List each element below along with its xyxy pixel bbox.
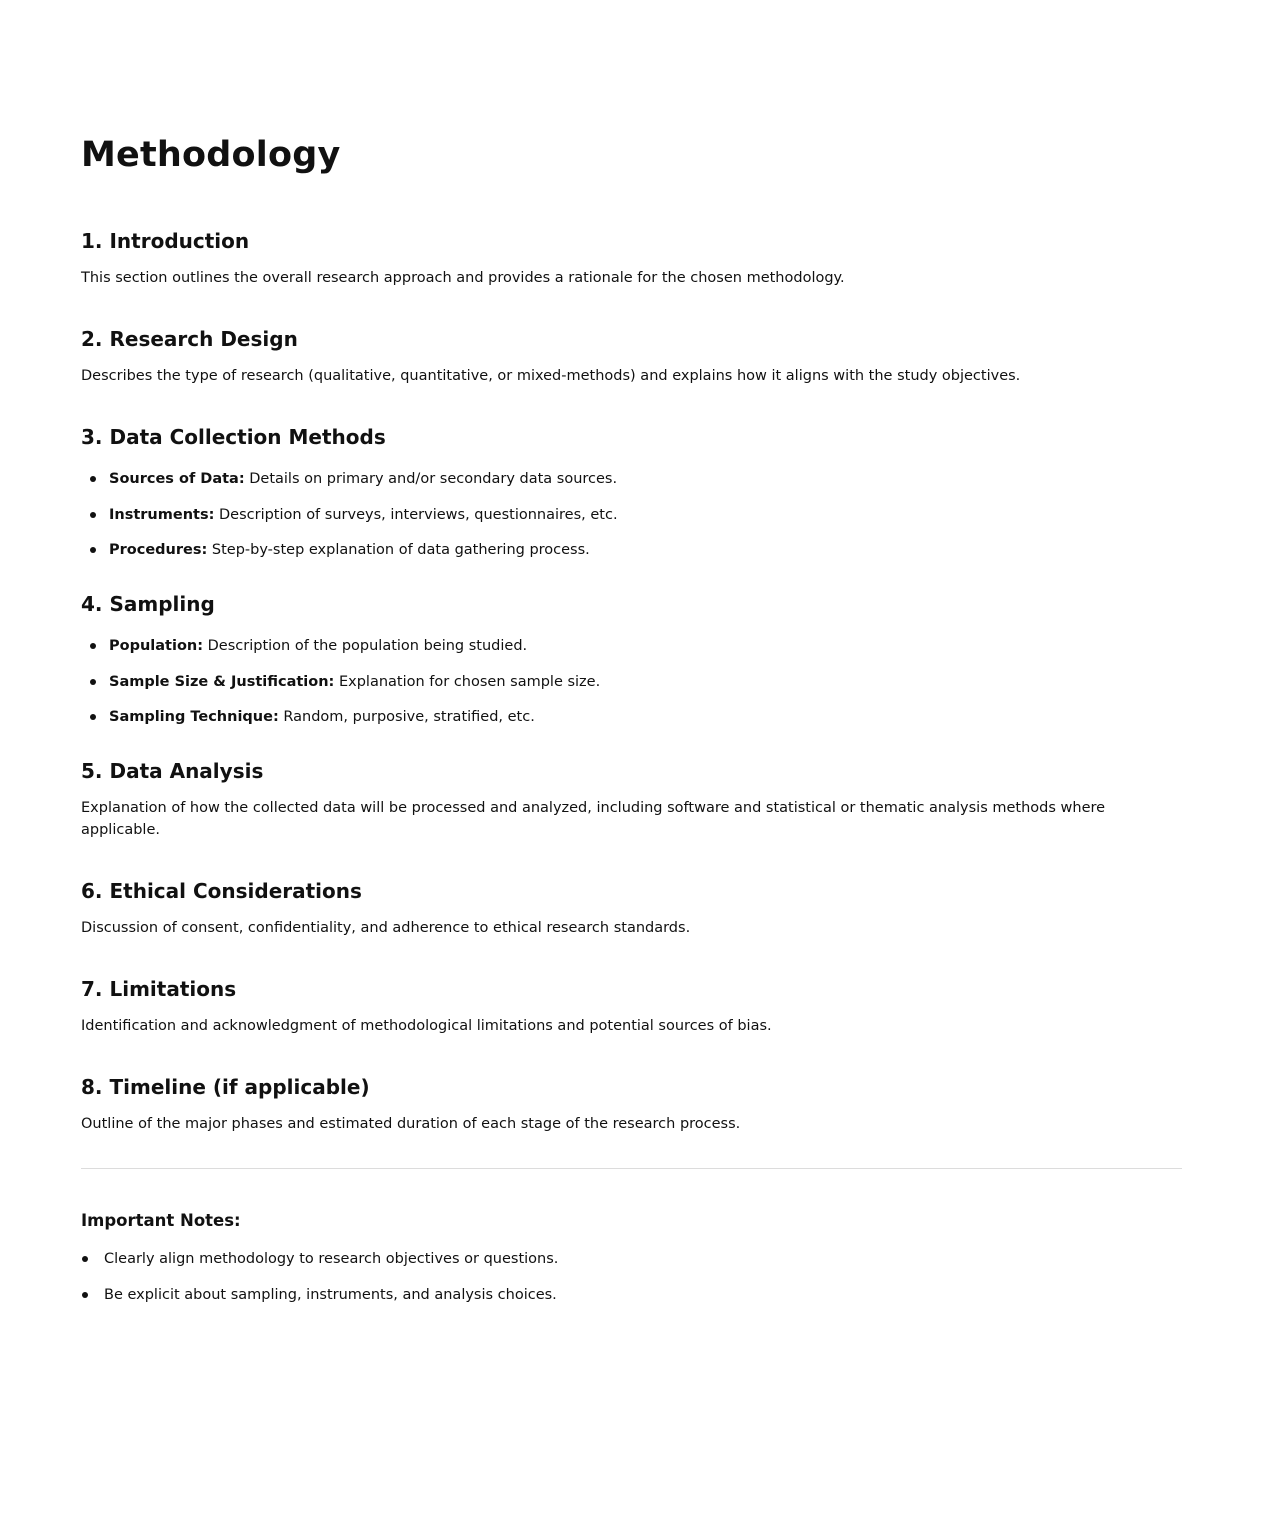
item-text: Description of surveys, interviews, questionnaires, etc. <box>214 506 618 523</box>
section-ethical-considerations <box>81 876 1182 939</box>
section-text: This section outlines the overall research approach and provides a rationale for the chosen methodology. <box>81 270 845 286</box>
item-text: Random, purposive, stratified, etc. <box>278 709 535 725</box>
notes-title: Important Notes: <box>81 1211 241 1230</box>
item-text: Step-by-step explanation of data gathering process. <box>207 542 590 558</box>
item-label: Sources of Data: <box>109 471 245 487</box>
section-data-collection <box>81 422 1182 561</box>
item-label: Population: <box>109 638 204 654</box>
item-label: Sampling Technique: <box>109 709 279 725</box>
section-text: Identification and acknowledgment of methodological limitations and potential sources of bias. <box>81 1018 772 1034</box>
section-data-analysis <box>81 756 1182 841</box>
section-research-design <box>81 324 1182 387</box>
sampling-list <box>81 635 1182 728</box>
section-heading: 2. Research Design <box>81 327 298 351</box>
section-limitations <box>81 974 1182 1037</box>
section-timeline <box>81 1072 1182 1135</box>
list-item: Be explicit about sampling, instruments, and analysis choices. <box>104 1284 1182 1306</box>
data-collection-list <box>81 468 1182 561</box>
section-heading: 6. Ethical Considerations <box>81 879 362 903</box>
section-heading: 3. Data Collection Methods <box>81 425 386 449</box>
section-heading: 7. Limitations <box>81 977 237 1001</box>
divider <box>81 1168 1182 1169</box>
item-text: Details on primary and/or secondary data sources. <box>244 471 618 487</box>
page-title: Methodology <box>81 135 341 175</box>
section-text: Explanation of how the collected data will be processed and analyzed, including software and statistical or thematic analysis methods where applicable. <box>81 800 1106 838</box>
section-heading: 5. Data Analysis <box>81 759 264 783</box>
item-label: Instruments: <box>109 506 215 523</box>
section-text: Outline of the major phases and estimated duration of each stage of the research process. <box>81 1116 741 1132</box>
section-heading: 4. Sampling <box>81 592 215 616</box>
list-item: Clearly align methodology to research objectives or questions. <box>104 1248 1182 1270</box>
section-introduction <box>81 226 1182 289</box>
list-item <box>109 706 1182 728</box>
item-text: Description of the population being studied. <box>203 638 528 654</box>
item-label: Sample Size & Justification: <box>109 673 335 690</box>
section-text: Discussion of consent, confidentiality, and adherence to ethical research standards. <box>81 920 691 936</box>
list-item <box>109 635 1182 657</box>
section-text: Describes the type of research (qualitative, quantitative, or mixed-methods) and explains how it aligns with the study objectives. <box>81 368 1021 384</box>
notes-list <box>81 1248 1182 1306</box>
section-heading: 8. Timeline (if applicable) <box>81 1075 370 1099</box>
section-heading: 1. Introduction <box>81 229 250 253</box>
item-text: Explanation for chosen sample size. <box>334 673 601 690</box>
list-item <box>109 468 1182 490</box>
list-item <box>109 504 1182 526</box>
list-item <box>109 671 1182 693</box>
section-sampling <box>81 589 1182 728</box>
list-item <box>109 539 1182 561</box>
item-label: Procedures: <box>109 542 208 558</box>
